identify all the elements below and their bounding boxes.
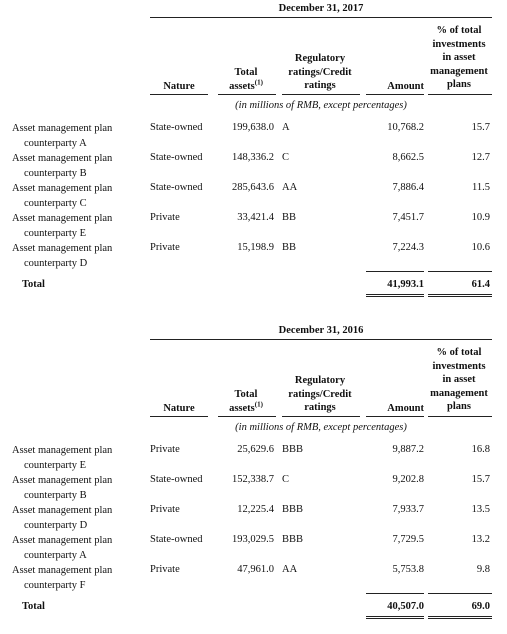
cell-rating: BBB <box>282 504 304 515</box>
cell-assets: 33,421.4 <box>237 212 274 223</box>
header-pct-line1: % of total <box>436 347 482 358</box>
cell-rating: AA <box>282 182 298 193</box>
cell-rating: BBB <box>282 534 304 545</box>
header-nature: Nature <box>163 403 195 414</box>
cell-pct: 10.6 <box>471 242 490 253</box>
header-pct-line3: in asset <box>442 52 476 63</box>
header-pct-line5: plans <box>447 79 471 90</box>
period-title: December 31, 2017 <box>278 3 364 14</box>
header-pct-line2: investments <box>432 360 486 372</box>
cell-rating: C <box>282 474 290 485</box>
cell-amount: 9,202.8 <box>392 474 424 485</box>
cell-amount: 7,224.3 <box>392 242 424 253</box>
row-label-line2: counterparty C <box>24 197 87 209</box>
cell-nature: Private <box>150 564 180 575</box>
row-label <box>12 122 147 151</box>
cell-pct: 13.5 <box>471 504 490 515</box>
header-pct-line5: plans <box>447 401 471 412</box>
header-underline <box>366 94 424 95</box>
row-label-line2: counterparty A <box>24 549 87 561</box>
cell-nature: Private <box>150 242 180 253</box>
header-total-assets-line1: Total <box>234 389 258 400</box>
units-label: (in millions of RMB, except percentages) <box>235 422 407 433</box>
header-underline <box>428 416 492 417</box>
header-ratings-line2: ratings/Credit <box>288 388 352 400</box>
header-total-assets <box>218 388 274 415</box>
cell-pct: 10.9 <box>471 212 490 223</box>
cell-assets: 12,225.4 <box>237 504 274 515</box>
cell-nature: State-owned <box>150 474 203 485</box>
cell-assets: 152,338.7 <box>232 474 274 485</box>
cell-assets: 199,638.0 <box>232 122 274 133</box>
header-nature: Nature <box>163 81 195 92</box>
header-ratings-line1: Regulatory <box>294 375 346 386</box>
header-underline <box>150 94 208 95</box>
header-total-assets-text: assets <box>229 402 255 414</box>
header-pct-line4: management <box>430 65 488 77</box>
row-label <box>12 212 147 241</box>
cell-amount: 5,753.8 <box>392 564 424 575</box>
header-amount: Amount <box>387 403 424 414</box>
total-label: Total <box>22 601 45 612</box>
cell-amount: 7,933.7 <box>392 504 424 515</box>
cell-amount: 7,886.4 <box>392 182 424 193</box>
cell-assets: 148,336.2 <box>232 152 274 163</box>
total-double-rule <box>428 616 492 619</box>
subtotal-rule <box>366 271 424 272</box>
cell-amount: 9,887.2 <box>392 444 424 455</box>
header-underline <box>428 94 492 95</box>
header-ratings-line3: ratings <box>304 80 336 91</box>
header-ratings-line3: ratings <box>304 402 336 413</box>
total-double-rule <box>428 294 492 297</box>
total-pct: 61.4 <box>471 279 490 290</box>
header-total-assets-line2 <box>218 80 274 94</box>
cell-assets: 193,029.5 <box>232 534 274 545</box>
row-label-line1: Asset management plan <box>12 475 113 486</box>
period-title: December 31, 2016 <box>278 325 364 336</box>
cell-assets: 47,961.0 <box>237 564 274 575</box>
row-label-line1: Asset management plan <box>12 153 113 164</box>
cell-nature: State-owned <box>150 534 203 545</box>
header-pct <box>424 24 494 92</box>
cell-rating: C <box>282 152 290 163</box>
row-label <box>12 444 147 473</box>
row-label-line2: counterparty D <box>24 257 88 269</box>
header-total-assets-line2 <box>218 402 274 416</box>
cell-nature: Private <box>150 444 180 455</box>
subtotal-rule <box>366 593 424 594</box>
header-pct-line4: management <box>430 387 488 399</box>
row-label <box>12 504 147 533</box>
row-label-line2: counterparty B <box>24 167 87 179</box>
header-underline <box>366 416 424 417</box>
cell-pct: 15.7 <box>471 122 490 133</box>
cell-assets: 25,629.6 <box>237 444 274 455</box>
cell-pct: 15.7 <box>471 474 490 485</box>
row-label-line1: Asset management plan <box>12 213 113 224</box>
table-2016 <box>0 322 507 634</box>
cell-nature: State-owned <box>150 152 203 163</box>
row-label-line2: counterparty E <box>24 227 87 239</box>
cell-assets: 285,643.6 <box>232 182 274 193</box>
row-label <box>12 242 147 271</box>
period-underline <box>150 339 492 340</box>
row-label <box>12 152 147 181</box>
subtotal-rule <box>428 271 492 272</box>
subtotal-rule <box>428 593 492 594</box>
header-pct-line2: investments <box>432 38 486 50</box>
cell-amount: 8,662.5 <box>392 152 424 163</box>
cell-nature: Private <box>150 504 180 515</box>
header-amount: Amount <box>387 81 424 92</box>
row-label <box>12 474 147 503</box>
row-label-line1: Asset management plan <box>12 183 113 194</box>
row-label <box>12 182 147 211</box>
cell-rating: A <box>282 122 290 133</box>
cell-nature: State-owned <box>150 122 203 133</box>
cell-nature: Private <box>150 212 180 223</box>
total-double-rule <box>366 294 424 297</box>
header-total-assets-text: assets <box>229 80 255 92</box>
header-total-assets-line1: Total <box>234 67 258 78</box>
header-underline <box>150 416 208 417</box>
row-label-line1: Asset management plan <box>12 535 113 546</box>
header-ratings-line1: Regulatory <box>294 53 346 64</box>
units-label: (in millions of RMB, except percentages) <box>235 100 407 111</box>
row-label-line1: Asset management plan <box>12 565 113 576</box>
cell-amount: 7,451.7 <box>392 212 424 223</box>
row-label <box>12 564 147 593</box>
header-pct <box>424 346 494 414</box>
footnote-marker: (1) <box>254 400 263 408</box>
header-pct-line1: % of total <box>436 25 482 36</box>
header-ratings <box>280 52 360 93</box>
row-label-line2: counterparty E <box>24 459 87 471</box>
header-pct-line3: in asset <box>442 374 476 385</box>
cell-amount: 7,729.5 <box>392 534 424 545</box>
cell-nature: State-owned <box>150 182 203 193</box>
cell-rating: AA <box>282 564 298 575</box>
cell-rating: BBB <box>282 444 304 455</box>
cell-pct: 12.7 <box>471 152 490 163</box>
header-underline <box>282 94 360 95</box>
cell-pct: 11.5 <box>472 182 490 193</box>
cell-pct: 13.2 <box>471 534 490 545</box>
row-label-line1: Asset management plan <box>12 445 113 456</box>
header-underline <box>218 416 276 417</box>
cell-rating: BB <box>282 242 297 253</box>
row-label-line1: Asset management plan <box>12 243 113 254</box>
cell-pct: 16.8 <box>471 444 490 455</box>
cell-pct: 9.8 <box>476 564 490 575</box>
row-label-line2: counterparty D <box>24 519 88 531</box>
total-amount: 41,993.1 <box>387 279 424 290</box>
row-label-line1: Asset management plan <box>12 505 113 516</box>
header-ratings-line2: ratings/Credit <box>288 66 352 78</box>
header-total-assets <box>218 66 274 93</box>
cell-rating: BB <box>282 212 297 223</box>
row-label-line2: counterparty F <box>24 579 86 591</box>
row-label-line2: counterparty B <box>24 489 87 501</box>
cell-amount: 10,768.2 <box>387 122 424 133</box>
period-underline <box>150 17 492 18</box>
total-amount: 40,507.0 <box>387 601 424 612</box>
header-underline <box>282 416 360 417</box>
row-label <box>12 534 147 563</box>
total-label: Total <box>22 279 45 290</box>
row-label-line2: counterparty A <box>24 137 87 149</box>
row-label-line1: Asset management plan <box>12 123 113 134</box>
header-underline <box>218 94 276 95</box>
total-double-rule <box>366 616 424 619</box>
header-ratings <box>280 374 360 415</box>
cell-assets: 15,198.9 <box>237 242 274 253</box>
footnote-marker: (1) <box>254 78 263 86</box>
total-pct: 69.0 <box>471 601 490 612</box>
